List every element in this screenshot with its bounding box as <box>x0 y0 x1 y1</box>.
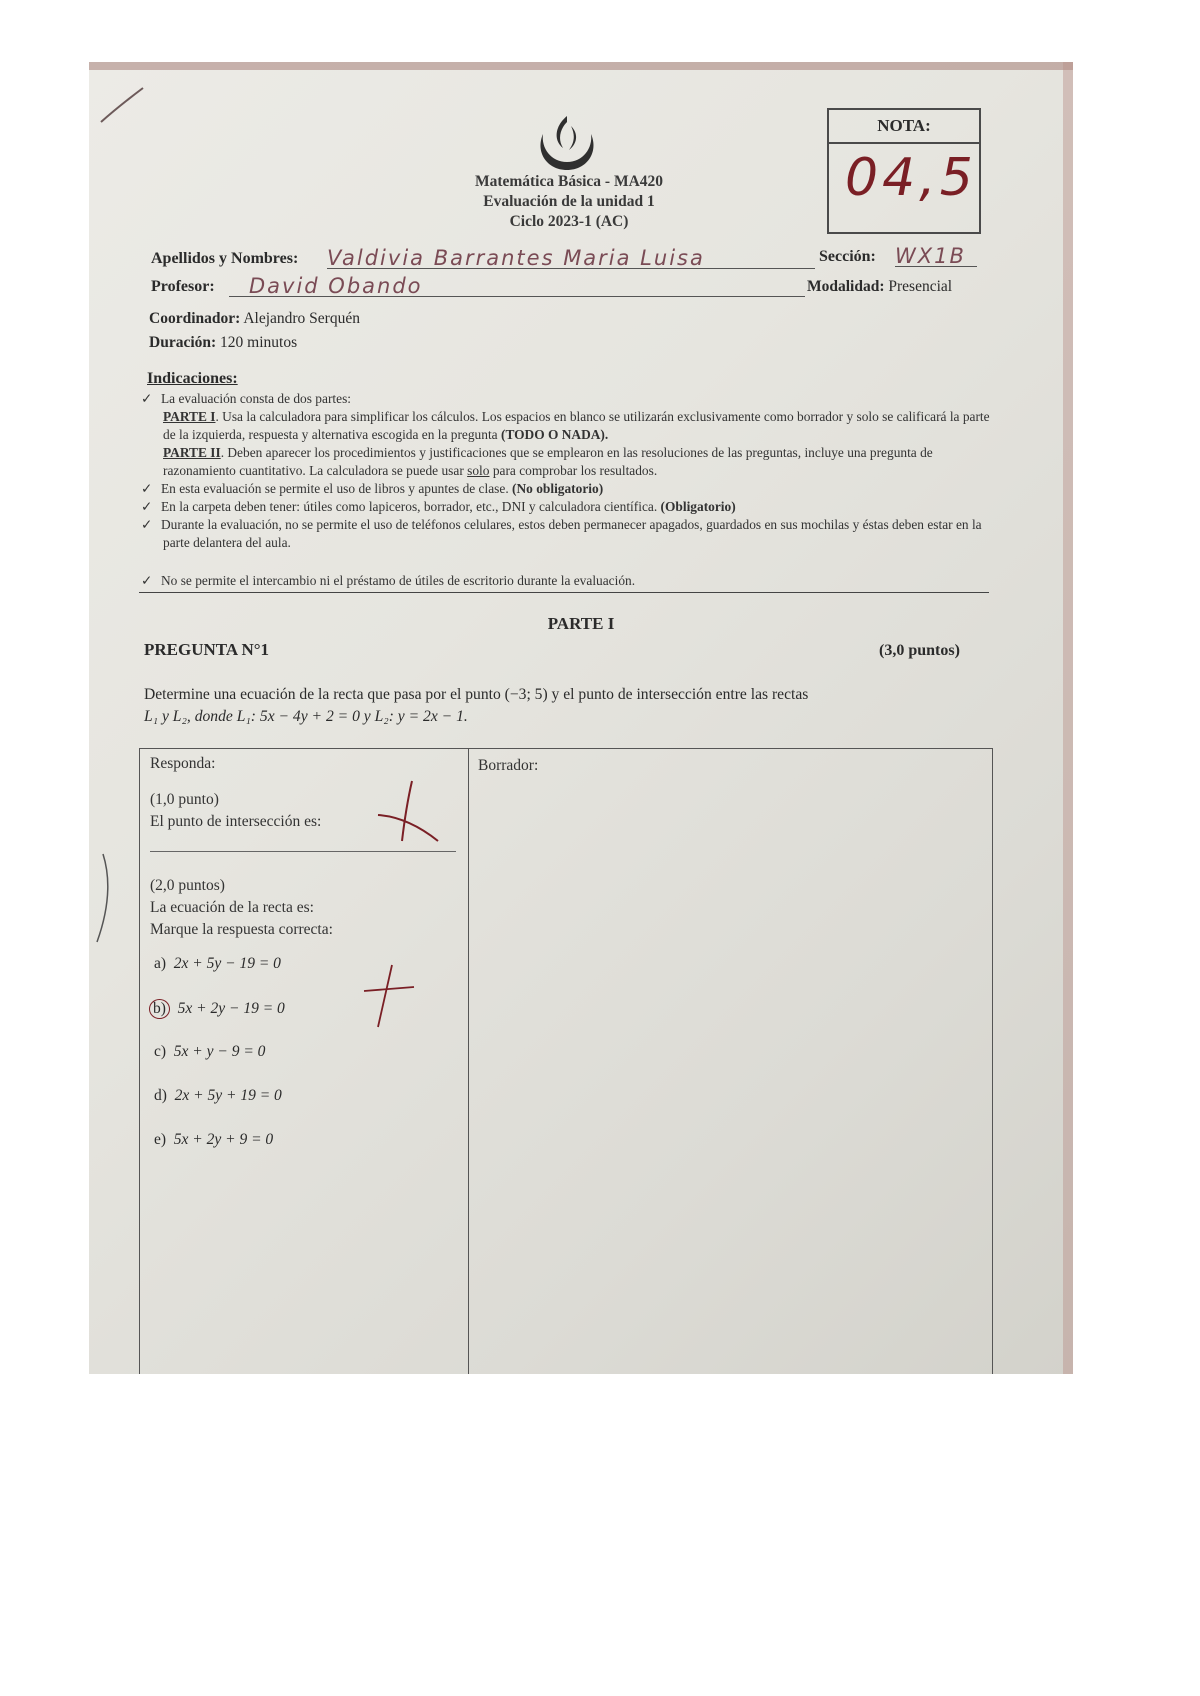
question-line-1: Determine una ecuación de la recta que pasa por el punto (−3; 5) y el punto de intersección entre las rectas <box>144 686 809 703</box>
section-line <box>895 244 977 267</box>
university-logo <box>527 112 607 174</box>
names-value: Valdivia Barrantes Maria Luisa <box>327 246 705 270</box>
professor-label: Profesor: <box>151 278 215 295</box>
question-statement <box>144 684 1004 728</box>
margin-bracket-mark <box>89 852 119 972</box>
parte1-label: PARTE I <box>163 409 216 424</box>
incorrect-mark-icon <box>358 961 418 1031</box>
check-icon: ✓ <box>141 573 153 588</box>
names-line <box>327 246 815 269</box>
instruction-item-3: ✓ En la carpeta deben tener: útiles como lapiceros, borrador, etc., DNI y calculadora científica. (Obligatorio) <box>141 499 736 514</box>
question-title: PREGUNTA N°1 <box>144 640 270 659</box>
names-label: Apellidos y Nombres: <box>151 250 299 267</box>
part1-points: (1,0 punto) <box>150 791 219 808</box>
instructions-divider <box>139 592 989 593</box>
duration-label: Duración: <box>149 334 217 351</box>
parte2-label: PARTE II <box>163 445 221 460</box>
answer-table <box>139 748 993 1374</box>
coordinator-value: Alejandro Serquén <box>243 310 360 327</box>
exam-photo <box>89 62 1073 1374</box>
selected-circle-mark: b) <box>149 999 170 1019</box>
instruction-parte2: PARTE II. Deben aparecer los procedimientos y justificaciones que se emplearon en las resoluciones de las preguntas, incluye una pregunta de razonamiento cuantitativo. La calculadora se puede usar solo para comprobar los resultados. <box>163 445 933 478</box>
course-header <box>419 172 719 232</box>
duration-value: 120 minutos <box>220 334 298 351</box>
column-divider <box>468 749 469 1374</box>
question-line-2: L₁ y L₂, donde L₁: 5x − 4y + 2 = 0 y L₂: y = 2x − 1. <box>144 708 468 725</box>
instruction-item-5: ✓ No se permite el intercambio ni el préstamo de útiles de escritorio durante la evaluación. <box>141 573 636 588</box>
option-d[interactable]: d) 2x + 5y + 19 = 0 <box>154 1087 282 1104</box>
professor-line <box>229 274 805 297</box>
part-title: PARTE I <box>547 614 615 633</box>
evaluation-title: Evaluación de la unidad 1 <box>483 193 655 210</box>
grade-box <box>827 108 981 234</box>
option-c[interactable]: c) 5x + y − 9 = 0 <box>154 1043 266 1060</box>
instructions-title: Indicaciones: <box>147 370 238 387</box>
check-icon: ✓ <box>141 499 153 514</box>
modality-value: Presencial <box>888 278 953 295</box>
part2-instruction: Marque la respuesta correcta: <box>150 921 333 938</box>
instruction-item-1: ✓ La evaluación consta de dos partes: <box>141 391 351 406</box>
part1-prompt: El punto de intersección es: <box>150 813 322 830</box>
instruction-item-2: ✓ En esta evaluación se permite el uso de libros y apuntes de clase. (No obligatorio) <box>141 481 604 496</box>
professor-value: David Obando <box>249 274 423 298</box>
modality-label: Modalidad: <box>807 278 885 295</box>
option-e[interactable]: e) 5x + 2y + 9 = 0 <box>154 1131 274 1148</box>
section-label: Sección: <box>819 248 876 265</box>
paper-edge-right <box>1063 62 1073 1374</box>
draft-label: Borrador: <box>478 757 539 774</box>
pen-stroke-mark <box>99 76 149 126</box>
instruction-item-4: ✓ Durante la evaluación, no se permite el uso de teléfonos celulares, estos deben permanecer apagados, guardados en sus mochilas y éstas deben estar en la parte delantera del aula. <box>141 517 982 550</box>
instruction-parte1: PARTE I. Usa la calculadora para simplificar los cálculos. Los espacios en blanco se utilizarán exclusivamente como borrador y solo se calificará la parte de la izquierda, respuesta y alternativa escogida en la pregunta (TODO O NADA). <box>163 409 990 442</box>
part1-answer-line[interactable] <box>150 851 456 852</box>
cycle-title: Ciclo 2023-1 (AC) <box>509 213 629 230</box>
check-icon: ✓ <box>141 517 153 532</box>
part2-points: (2,0 puntos) <box>150 877 225 894</box>
check-icon: ✓ <box>141 481 153 496</box>
incorrect-mark-icon <box>372 777 442 847</box>
part2-prompt: La ecuación de la recta es: <box>150 899 314 916</box>
check-icon: ✓ <box>141 391 153 406</box>
course-title: Matemática Básica - MA420 <box>474 173 664 190</box>
respond-label: Responda: <box>150 755 216 772</box>
option-b[interactable]: b) 5x + 2y − 19 = 0 <box>154 999 285 1019</box>
question-points: (3,0 puntos) <box>879 642 960 659</box>
option-a[interactable]: a) 2x + 5y − 19 = 0 <box>154 955 281 972</box>
grade-value: 04,5 <box>845 148 977 208</box>
section-value: WX1B <box>895 244 966 268</box>
coordinator-label: Coordinador: <box>149 310 241 327</box>
paper-edge-top <box>89 62 1073 70</box>
grade-label: NOTA: <box>829 110 979 144</box>
